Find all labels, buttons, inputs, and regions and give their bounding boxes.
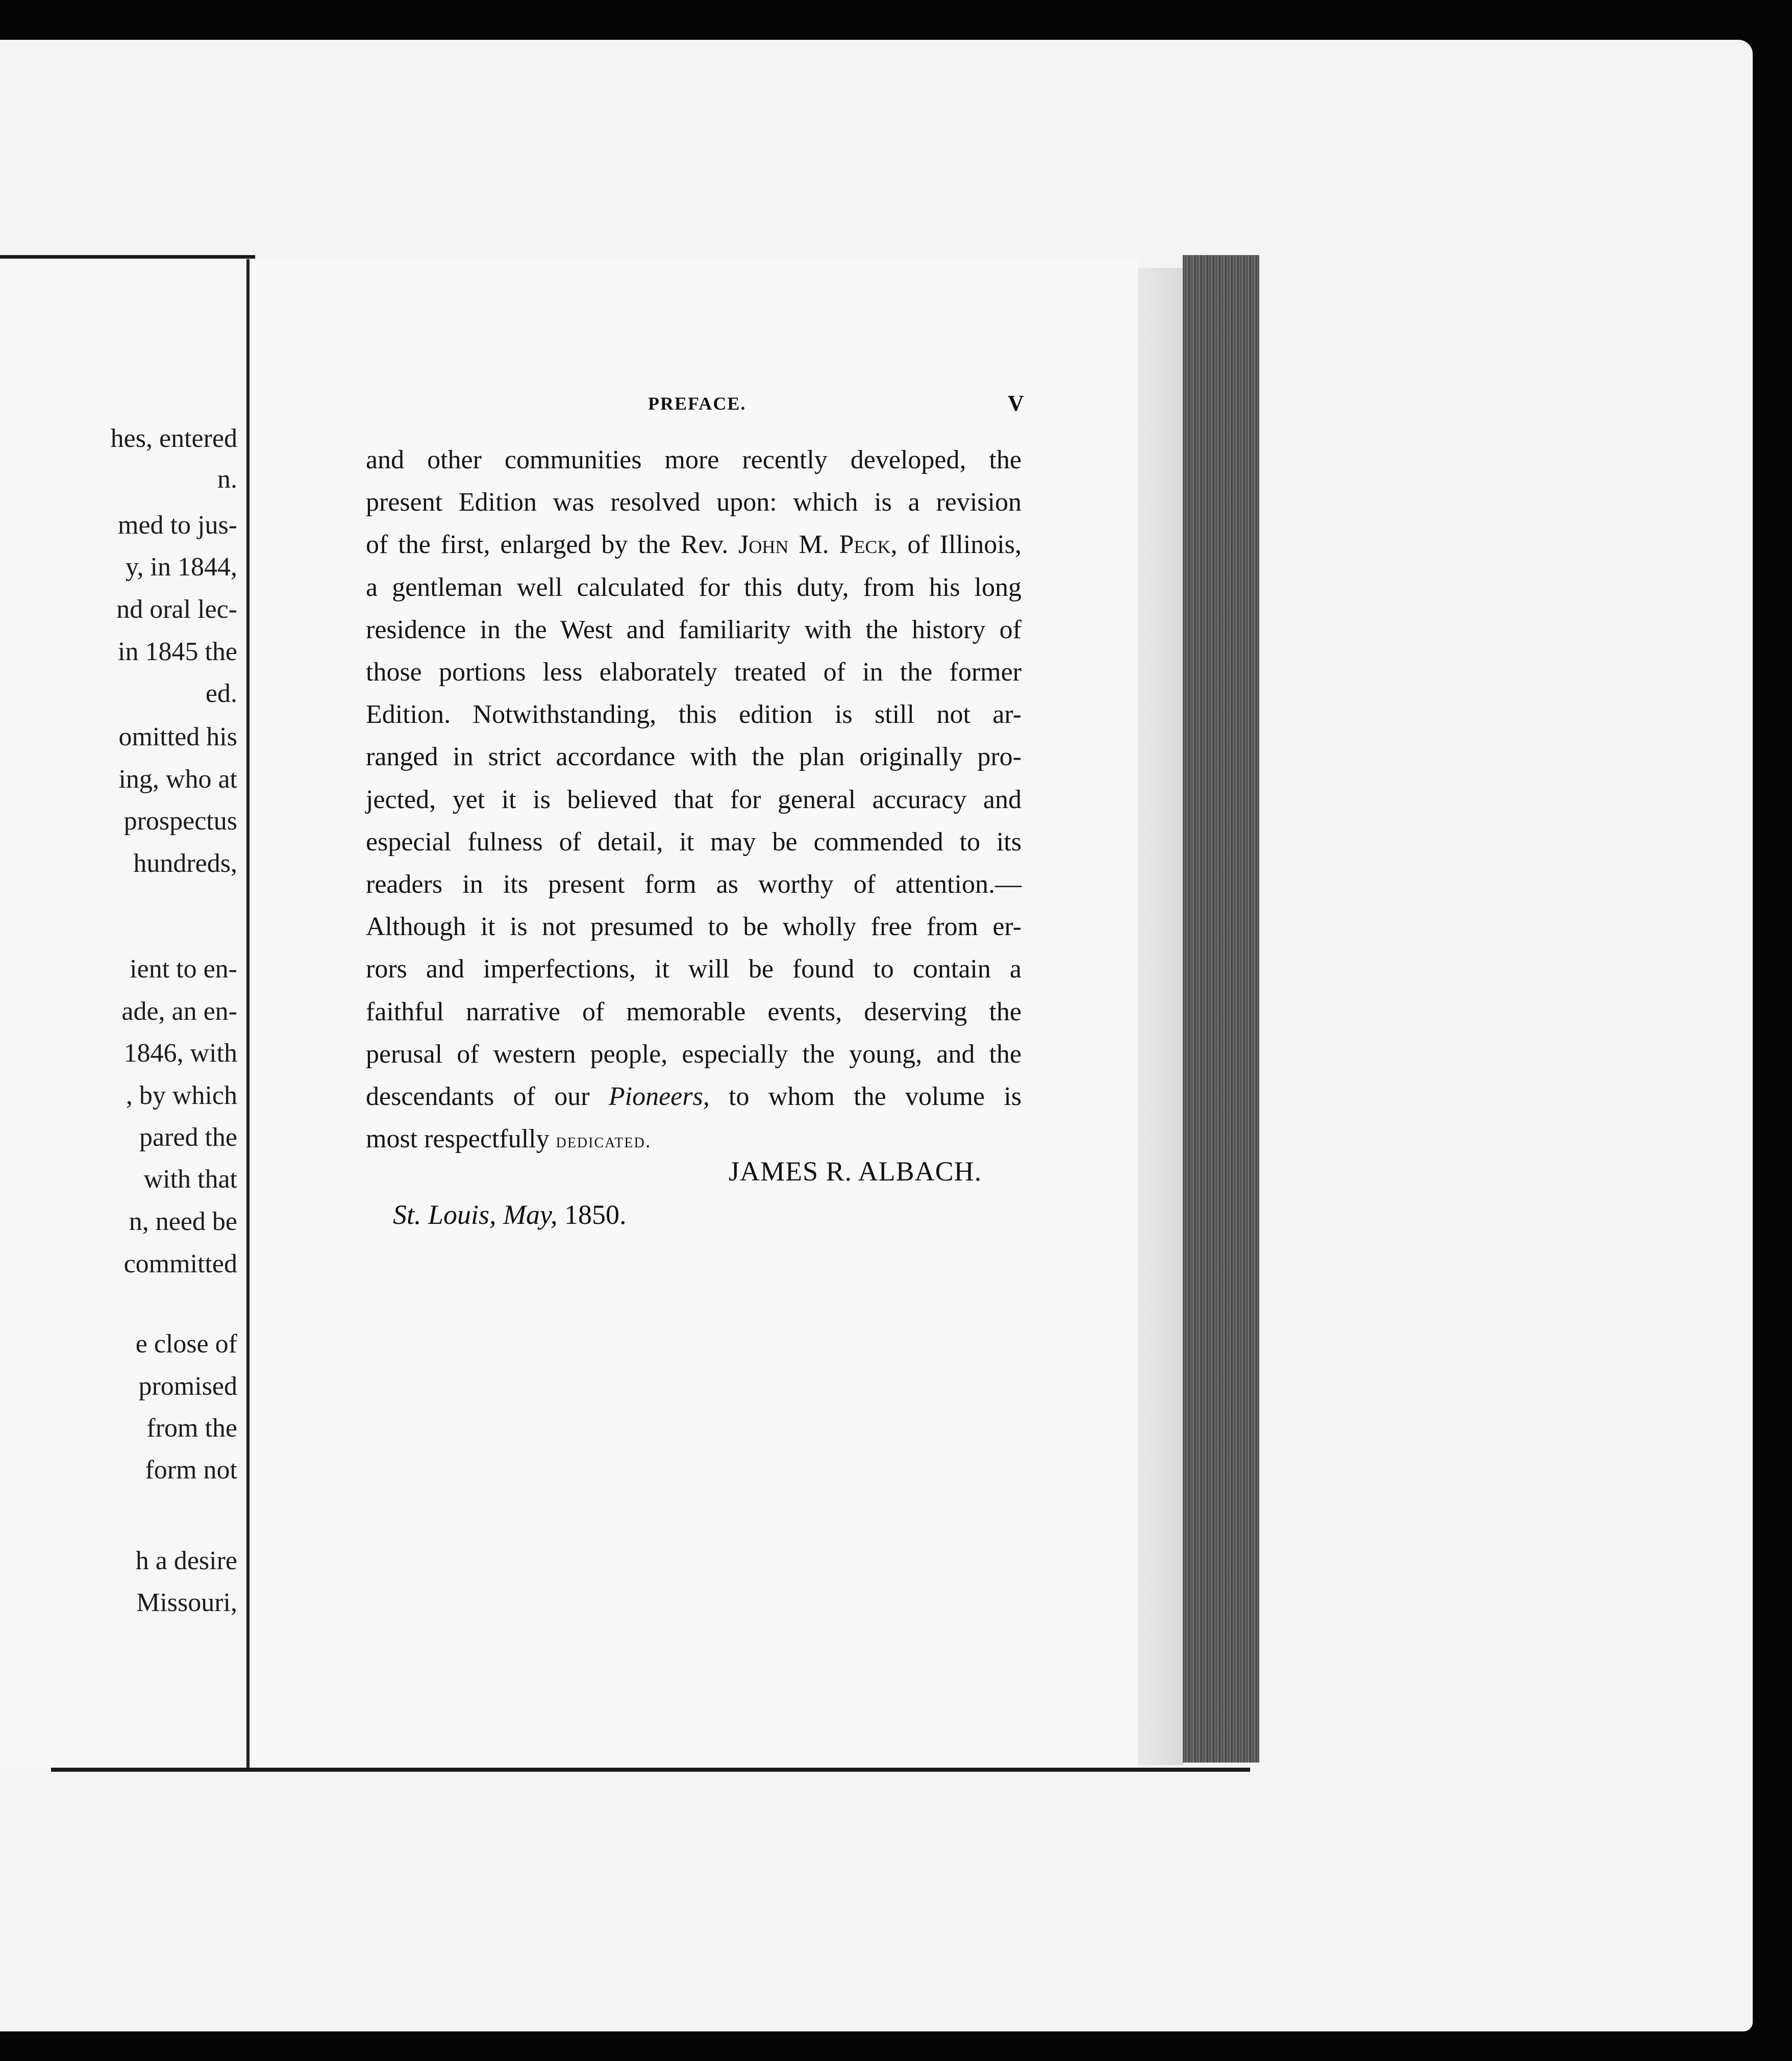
year: 1850. [564, 1199, 627, 1230]
left-page-line: , by which [126, 1081, 237, 1110]
left-page-line: med to jus- [118, 511, 237, 540]
body-line: residence in the West and familiarity with the history of [366, 615, 1022, 644]
body-line: ranged in strict accordance with the plan originally pro- [366, 742, 1022, 772]
body-line [366, 1075, 1022, 1118]
author-signature: JAMES R. ALBACH. [729, 1156, 982, 1187]
left-page-line: in 1845 the [118, 637, 237, 666]
top-rule [0, 255, 255, 259]
page-number: V [1008, 391, 1024, 416]
place-and-date [393, 1199, 627, 1230]
body-line: a gentleman well calculated for this duty, from his long [366, 572, 1022, 602]
body-line: and other communities more recently developed, the [366, 445, 1022, 474]
body-line-fragment: to whom the volume is [709, 1082, 1022, 1112]
body-line-fragment: descendants of our [366, 1082, 609, 1112]
body-line: present Edition was resolved upon: which is a revision [366, 488, 1022, 517]
body-line: Edition. Notwithstanding, this edition is still not ar- [366, 700, 1022, 730]
running-head: PREFACE. [648, 393, 746, 414]
body-line: jected, yet it is believed that for general accuracy and [366, 785, 1022, 814]
pioneers-italic: Pioneers, [608, 1082, 710, 1112]
left-page-line: prospectus [123, 807, 237, 836]
place-name: St. Louis, [393, 1199, 496, 1230]
preface-body [366, 439, 1022, 1162]
left-page-line: pared the [139, 1123, 237, 1152]
left-page-line: with that [143, 1165, 237, 1194]
left-page-line: hundreds, [133, 849, 237, 878]
left-page-line: ed. [205, 679, 237, 708]
left-page-line: ing, who at [118, 765, 237, 794]
body-line-fragment: , of Illinois, [890, 530, 1022, 560]
left-page-line: promised [138, 1372, 237, 1401]
left-page-line: n, need be [129, 1207, 237, 1236]
left-page-line: h a desire [135, 1546, 237, 1575]
body-line: especial fulness of detail, it may be commended to its [366, 827, 1022, 857]
left-page-line: Missouri, [136, 1588, 237, 1617]
page-gutter [246, 259, 250, 1769]
body-line-fragment: most respectfully [366, 1124, 556, 1154]
left-page-line: e close of [135, 1329, 237, 1359]
left-page [0, 259, 246, 1769]
left-page-line: y, in 1844, [125, 552, 237, 582]
left-page-line: from the [146, 1414, 237, 1443]
left-page-line: 1846, with [123, 1039, 237, 1068]
left-page-line: hes, entered [110, 424, 237, 453]
body-line: those portions less elaborately treated of in the former [366, 658, 1022, 687]
body-line: Although it is not presumed to be wholly free from er- [366, 912, 1022, 942]
bottom-rule [51, 1768, 1250, 1772]
left-page-line: ade, an en- [121, 997, 237, 1026]
left-page-line: committed [123, 1249, 237, 1278]
month: May, [503, 1199, 558, 1230]
body-line: readers in its present form as worthy of attention.— [366, 870, 1022, 899]
left-page-line: ient to en- [130, 954, 237, 984]
body-line: faithful narrative of memorable events, deserving the [366, 997, 1022, 1026]
body-line: perusal of western people, especially the young, and the [366, 1039, 1022, 1069]
left-page-line: omitted his [118, 722, 237, 751]
page-stack-shadow [1138, 268, 1184, 1765]
body-line-fragment: of the first, enlarged by the Rev. [366, 530, 739, 560]
body-line: rors and imperfections, it will be found to contain a [366, 954, 1022, 984]
left-page-line: form not [145, 1455, 237, 1485]
left-page-line: nd oral lec- [116, 595, 237, 624]
author-name-peck: John M. Peck [738, 530, 891, 560]
dedicated-word: dedicated. [556, 1129, 652, 1152]
left-page-line: n. [217, 465, 237, 494]
body-line [366, 523, 1022, 566]
book-fore-edge [1183, 255, 1259, 1763]
